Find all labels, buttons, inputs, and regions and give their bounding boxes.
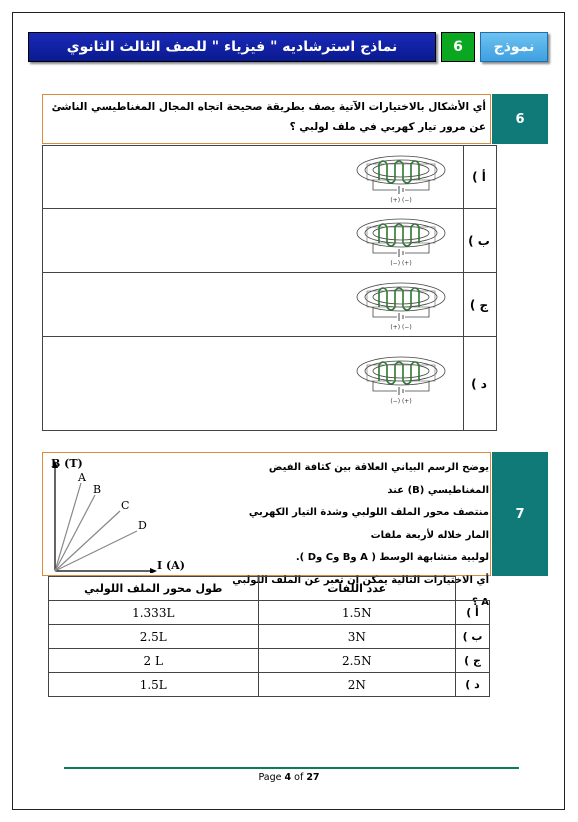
x-axis-label: I (A) <box>157 559 185 572</box>
polarity-label: (+) (−) <box>390 197 412 204</box>
option-image-cell <box>43 337 464 430</box>
solenoid-diagram <box>353 353 449 405</box>
page-title: نماذج استرشاديه " فيزياء " للصف الثالث الثانوي <box>28 32 436 62</box>
x-axis-arrow <box>150 568 157 573</box>
line-d <box>55 531 137 571</box>
y-axis-label: B (T) <box>51 457 83 470</box>
option-label: د ) <box>471 376 487 391</box>
polarity-label: (−) (+) <box>390 398 412 405</box>
footer-divider <box>64 767 519 769</box>
cell-length: 2.5L <box>49 625 259 649</box>
solenoid-diagram <box>353 152 449 204</box>
options-table <box>42 145 497 431</box>
header-blank <box>456 577 490 601</box>
cell-length: 2 L <box>49 649 259 673</box>
cell-turns: 2.5N <box>258 649 456 673</box>
table-row[interactable] <box>49 649 490 673</box>
option-row[interactable] <box>42 209 497 273</box>
option-label: ب ) <box>468 233 490 248</box>
line-label: A <box>78 471 86 484</box>
line-label: C <box>121 499 130 512</box>
table-row[interactable] <box>49 601 490 625</box>
option-image-cell <box>43 209 464 272</box>
question-line: يوضح الرسم البياني العلاقة بين كثافة الفيض المغناطيسي (B) عند <box>268 462 489 496</box>
cell-turns: 3N <box>258 625 456 649</box>
option-image-cell <box>43 146 464 208</box>
page-current: 4 <box>284 772 292 783</box>
cell-turns: 2N <box>258 673 456 697</box>
line-label: D <box>138 519 147 532</box>
table-row[interactable] <box>49 625 490 649</box>
page-total: 27 <box>306 772 320 783</box>
table-row[interactable] <box>49 673 490 697</box>
answer-table <box>48 576 490 697</box>
question-line: لولبية متشابهة الوسط ( A وB وC وD ). <box>295 552 489 563</box>
row-label: ج ) <box>456 649 490 673</box>
b-vs-i-graph <box>45 455 195 573</box>
line-label: B <box>93 483 102 496</box>
row-label: ب ) <box>456 625 490 649</box>
table-header-row <box>49 577 490 601</box>
option-label: ج ) <box>469 297 489 312</box>
option-row[interactable] <box>42 337 497 431</box>
option-row[interactable] <box>42 273 497 337</box>
page-prefix: Page <box>258 772 285 783</box>
option-row[interactable] <box>42 145 497 209</box>
model-tag: نموذج <box>480 32 548 62</box>
cell-turns: 1.5N <box>258 601 456 625</box>
page-footer <box>0 772 578 783</box>
line-b <box>55 495 95 571</box>
question-number: 6 <box>492 94 548 144</box>
cell-length: 1.333L <box>49 601 259 625</box>
option-image-cell <box>43 273 464 336</box>
polarity-label: (+) (−) <box>390 324 412 331</box>
solenoid-diagram <box>353 279 449 331</box>
column-header-length: طول محور الملف اللولبي <box>49 577 259 601</box>
page-of: of <box>291 772 307 783</box>
solenoid-diagram <box>353 215 449 267</box>
question-line: منتصف محور الملف اللولبي وشدة التيار الكهربي المار خلاله لأربعة ملفات <box>248 507 489 541</box>
question-line: أي الاختيارات التالية يمكن ان تعبر عن الملف اللولبي A ؟ <box>232 574 489 608</box>
option-label: أ ) <box>472 170 486 184</box>
model-number: 6 <box>441 32 475 62</box>
column-header-turns: عدد اللفات <box>258 577 456 601</box>
row-label: د ) <box>456 673 490 697</box>
question-number: 7 <box>492 452 548 576</box>
cell-length: 1.5L <box>49 673 259 697</box>
row-label: أ ) <box>456 601 490 625</box>
polarity-label: (−) (+) <box>390 260 412 267</box>
line-c <box>55 511 120 571</box>
line-a <box>55 483 81 571</box>
question-text: أي الأشكال بالاختيارات الآتية يصف بطريقة صحيحة اتجاه المجال المغناطيسي الناشئ عن مرور تيار كهربي في ملف لولبي ؟ <box>42 94 491 144</box>
